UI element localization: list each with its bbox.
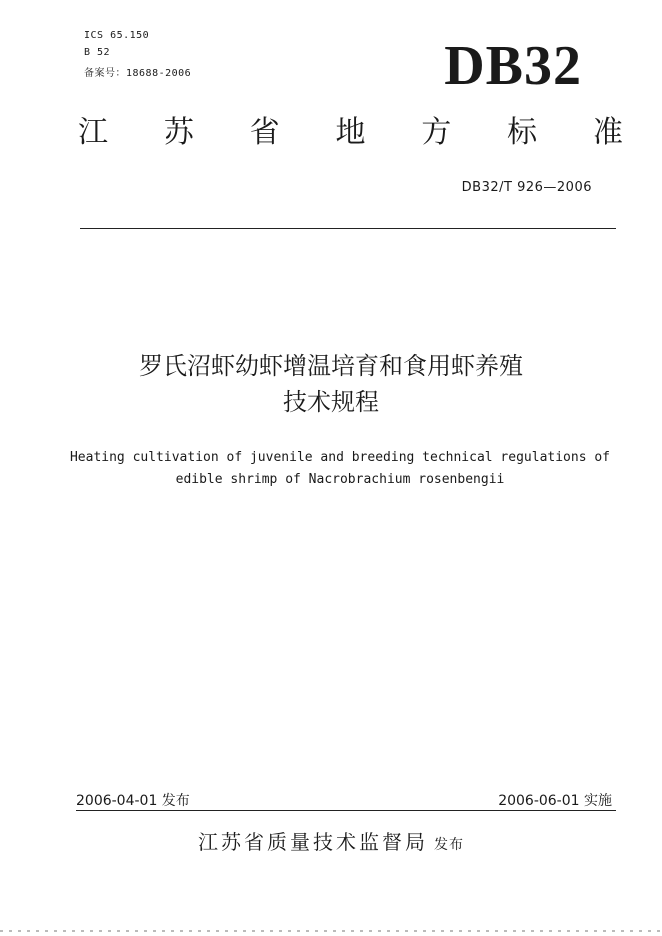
header-divider [80,228,616,229]
standard-type-heading [78,115,623,150]
english-title-line-1: Heating cultivation of juvenile and breeding technical regulations of [69,450,611,465]
standard-number: DB32/T 926—2006 [461,180,592,195]
standard-type-char: 江 [78,115,108,150]
standard-mark: DB32 [444,35,582,97]
standard-type-char: 地 [335,115,366,150]
publisher-suffix: 发布 [434,837,464,853]
standard-type-char: 苏 [163,115,194,150]
english-title-line-2: edible shrimp of Nacrobrachium rosenbengii [175,472,505,487]
standard-type-char: 方 [421,115,452,150]
publisher-name: 江苏省质量技术监督局 [198,830,428,854]
chinese-title-line-1: 罗氏沼虾幼虾增温培育和食用虾养殖 [139,352,523,380]
footer-divider [76,810,616,811]
standard-type-char: 准 [592,115,623,150]
chinese-title [0,348,662,420]
issue-date: 2006-04-01 发布 [76,793,190,809]
scan-edge [0,930,662,932]
publisher [0,826,662,855]
english-title [60,447,620,491]
record-number: 备案号：18688-2006 [84,68,192,79]
ccs-code: B 52 [84,47,111,58]
standard-type-char: 标 [507,115,538,150]
standard-type-char: 省 [249,115,280,150]
implementation-date: 2006-06-01 实施 [498,793,612,809]
chinese-title-line-2: 技术规程 [283,388,379,416]
ics-code: ICS 65.150 [84,30,150,41]
